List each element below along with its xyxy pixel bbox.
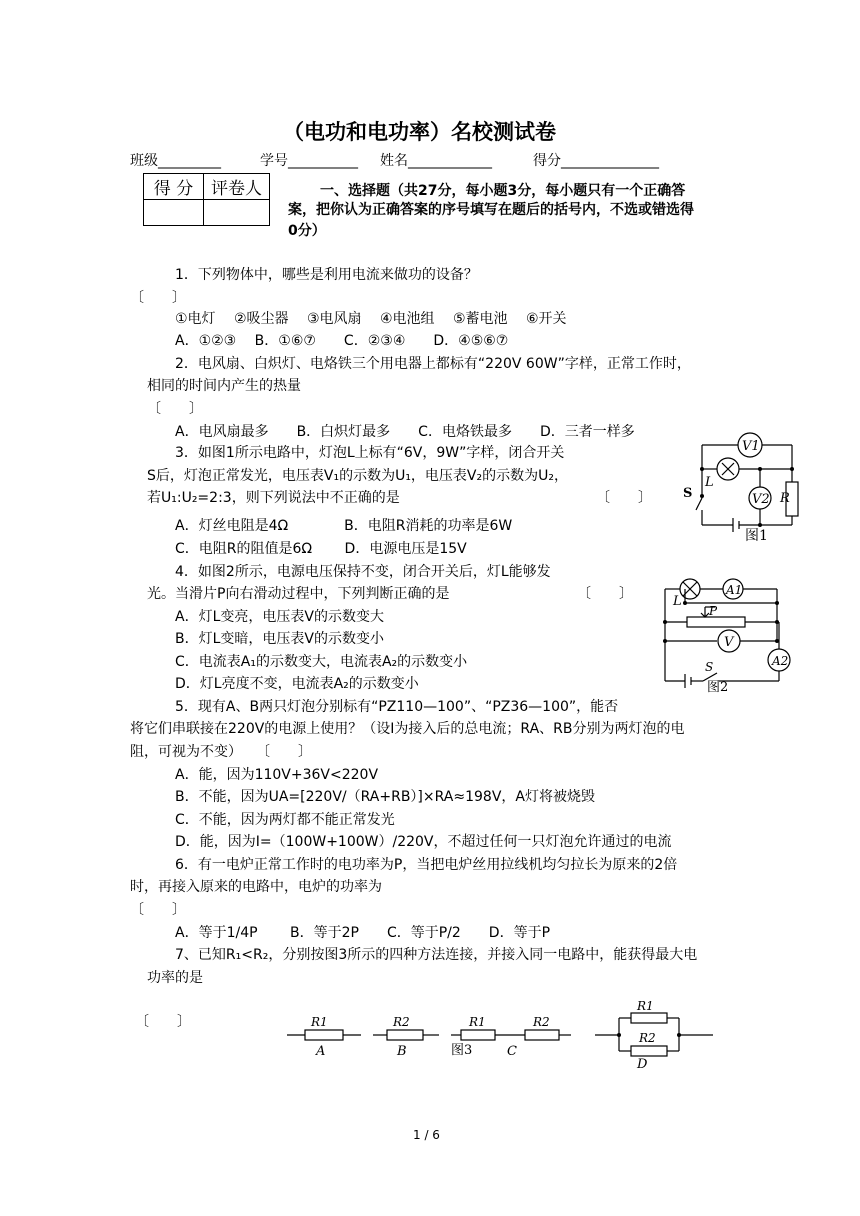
fig3-b-label: B [397,1044,407,1059]
q5-option-a: A．能，因为110V+36V<220V [175,767,379,783]
fig2-caption: 图2 [707,680,729,695]
q1-stem: 1．下列物体中，哪些是利用电流来做功的设备？ [175,267,478,283]
student-id-field: 学号__________ [260,153,358,169]
q2-stem-cont: 相同的时间内产生的热量 [147,378,301,394]
fig1-v2-label: V2 [752,492,770,507]
fig2-v-label: V [724,635,734,650]
q3-stem-cont2: 若U₁:U₂=2:3，则下列说法中不正确的是 [147,490,400,506]
name-field: 姓名____________ [380,153,492,169]
score-header: 得 分 [144,174,204,200]
q6-stem: 6．有一电炉正常工作时的电功率为P，当把电炉丝用拉线机均匀拉长为原来的2倍 [175,857,678,873]
section-heading-line3: 0分） [288,223,326,239]
page-number: 1 / 6 [413,1128,440,1142]
q4-option-d: D．灯L亮度不变，电流表A₂的示数变小 [175,676,419,692]
fig3-caption: 图3 [451,1043,473,1058]
q5-option-c: C．不能，因为两灯都不能正常发光 [175,812,395,828]
q5-stem: 5．现有A、B两只灯泡分别标有“PZ110—100”、“PZ36—100”，能否 [175,699,619,715]
q5-stem-cont: 将它们串联接在220V的电源上使用？（设I为接入后的总电流；RA、RB分别为两灯泡的电 [130,721,685,737]
grader-cell[interactable] [204,200,269,225]
q1-answer-bracket[interactable]: 〔 〕 [130,290,186,306]
q4-option-b: B．灯L变暗，电压表V的示数变小 [175,631,384,647]
q3-stem-cont: S后，灯泡正常发光，电压表V₁的示数为U₁，电压表V₂的示数为U₂， [147,468,568,484]
q3-stem: 3．如图1所示电路中，灯泡L上标有“6V，9W”字样，闭合开关 [175,445,565,461]
q4-stem-cont: 光。当滑片P向右滑动过程中，下列判断正确的是 [147,586,450,602]
fig1-lamp-label: L [705,475,714,490]
q4-option-a: A．灯L变亮，电压表V的示数变大 [175,609,384,625]
section-heading-line2: 案，把你认为正确答案的序号填写在题后的括号内，不选或错选得 [288,202,694,218]
q1-items: ①电灯 ②吸尘器 ③电风扇 ④电池组 ⑤蓄电池 ⑥开关 [175,311,567,327]
section-heading-line1: 一、选择题（共27分，每小题3分，每小题只有一个正确答 [320,183,686,199]
class-field: 班级_________ [130,153,221,169]
score-table [143,173,270,226]
fig3-a-r1-label: R1 [311,1015,328,1029]
fig3-c-r2-label: R2 [533,1015,550,1029]
q7-answer-bracket[interactable]: 〔 〕 [135,1014,191,1030]
fig1-switch-label: S [683,486,693,501]
fig2-slider-label: P [709,604,718,618]
fig2-switch-label: S [705,660,714,674]
q4-stem: 4．如图2所示，电源电压保持不变，闭合开关后，灯L能够发 [175,564,551,580]
fig3-b-r2-label: R2 [393,1015,410,1029]
fig1-caption: 图1 [745,528,768,544]
q7-stem-cont: 功率的是 [147,970,203,986]
fig2-lamp-label: L [673,594,682,609]
q2-options: A．电风扇最多 B．白炽灯最多 C．电烙铁最多 D．三者一样多 [175,424,635,440]
q1-options: A．①②③ B．①⑥⑦ C．②③④ D．④⑤⑥⑦ [175,333,509,349]
fig3-d-r1-label: R1 [637,1000,654,1013]
grader-header: 评卷人 [204,174,269,200]
fig1-resistor-label: R [780,491,790,506]
score-cell[interactable] [144,200,204,225]
fig3-d-label: D [637,1057,648,1072]
q6-options: A．等于1/4P B．等于2P C．等于P/2 D．等于P [175,925,551,941]
q6-answer-bracket[interactable]: 〔 〕 [130,902,186,918]
q7-stem: 7、已知R₁<R₂，分别按图3所示的四种方法连接，并接入同一电路中，能获得最大电 [175,947,698,963]
fig3-d-r2-label: R2 [639,1031,656,1045]
fig3-a-label: A [316,1044,326,1059]
q3-options-cd: C．电阻R的阻值是6Ω D．电源电压是15V [175,541,467,557]
figure-1-circuit [680,420,810,550]
score-field: 得分______________ [533,153,659,169]
figure-3-resistors [285,1000,725,1072]
figure-2-circuit [655,575,825,700]
page-title: （电功和电功率）名校测试卷 [283,120,556,144]
q2-answer-bracket[interactable]: 〔 〕 [147,401,203,417]
q5-stem-cont2: 阻，可视为不变） 〔 〕 [130,744,312,760]
fig2-a2-label: A2 [772,654,789,668]
q5-option-b: B．不能，因为UA=[220V/（RA+RB）]×RA≈198V，A灯将被烧毁 [175,789,595,805]
q4-option-c: C．电流表A₁的示数变大，电流表A₂的示数变小 [175,654,468,670]
fig1-v1-label: V1 [742,439,760,454]
fig3-c-r1-label: R1 [469,1015,486,1029]
q4-answer-bracket[interactable]: 〔 〕 [577,586,633,602]
fig2-a1-label: A1 [726,583,743,597]
q6-stem-cont: 时，再接入原来的电路中，电炉的功率为 [130,879,382,895]
q2-stem: 2．电风扇、白炽灯、电烙铁三个用电器上都标有“220V 60W”字样，正常工作时， [175,356,691,372]
q3-options-ab: A．灯丝电阻是4Ω B．电阻R消耗的功率是6W [175,518,513,534]
q5-option-d: D．能，因为I=（100W+100W）/220V，不超过任何一只灯泡允许通过的电流 [175,834,672,850]
fig3-c-label: C [507,1044,517,1059]
q3-answer-bracket[interactable]: 〔 〕 [596,490,652,506]
